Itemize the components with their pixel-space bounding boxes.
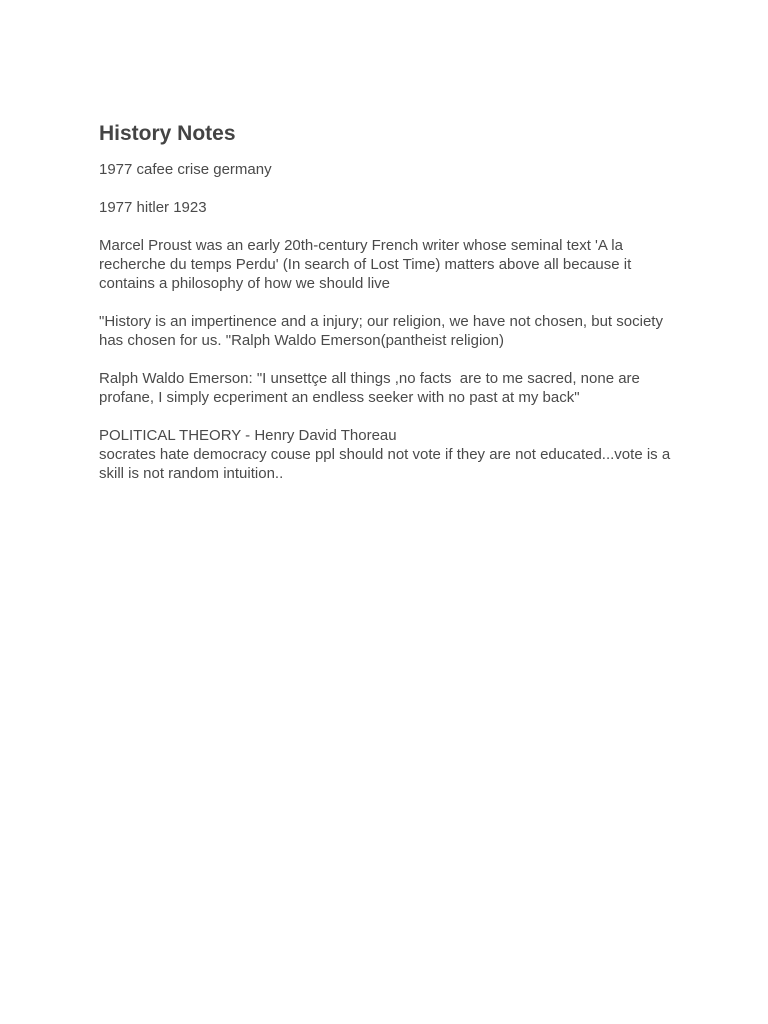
note-paragraph-proust: Marcel Proust was an early 20th-century French writer whose seminal text 'A la recherche du temps Perdu' (In search of Lost Time) matters above all because it contains a philosophy of how we should live xyxy=(99,237,636,292)
note-body xyxy=(99,118,679,502)
note-paragraph-emerson-quote: "History is an impertinence and a injury; our religion, we have not chosen, but society has chosen for us. "Ralph Waldo Emerson(pantheist religion) xyxy=(99,313,668,349)
note-paragraph-emerson-facts: Ralph Waldo Emerson: "I unsettçe all things ,no facts are to me sacred, none are profane, I simply ecperiment an endless seeker with no past at my back" xyxy=(99,370,645,406)
note-line-2: 1977 hitler 1923 xyxy=(99,199,207,216)
note-line-1: 1977 cafee crise germany xyxy=(99,161,272,178)
note-title: History Notes xyxy=(99,122,236,145)
note-paragraph-political-theory: POLITICAL THEORY - Henry David Thoreau socrates hate democracy couse ppl should not vote if they are not educated...vote is a skill is not random intuition.. xyxy=(99,427,671,482)
